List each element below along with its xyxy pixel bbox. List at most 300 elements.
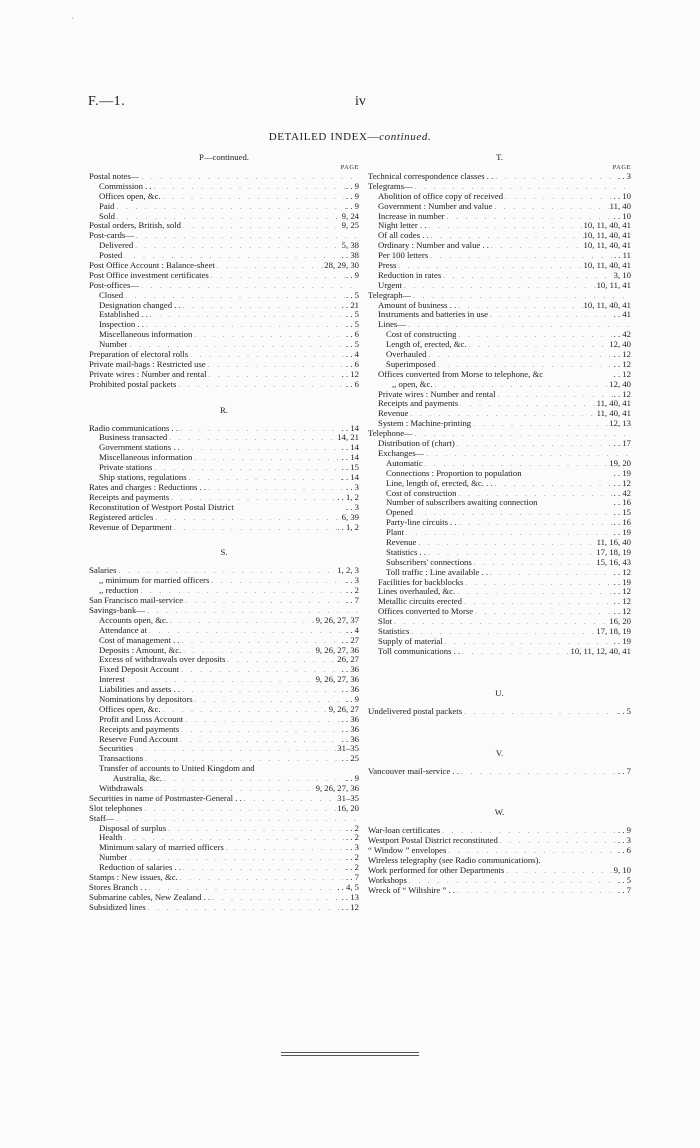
entry-page-ref: 31–35 bbox=[337, 743, 359, 754]
spacer bbox=[368, 792, 631, 808]
leader-dots bbox=[503, 193, 614, 203]
entry-label: Radio communications . . bbox=[89, 423, 179, 433]
entry-label: Plant bbox=[386, 528, 404, 538]
index-entry bbox=[89, 705, 359, 715]
entry-label: Number bbox=[99, 853, 128, 863]
entry-label: Profit and Loss Account bbox=[99, 714, 184, 724]
entry-page-ref: . . 12 bbox=[613, 566, 631, 577]
entry-page-ref: . . 9 bbox=[345, 693, 359, 704]
entry-label: Health bbox=[99, 833, 123, 843]
entry-label: Amount of business . . bbox=[378, 300, 457, 310]
index-entry bbox=[89, 863, 359, 873]
index-entry bbox=[368, 607, 631, 617]
index-entry bbox=[89, 301, 359, 311]
entry-page-ref: . . 5 bbox=[345, 339, 359, 350]
index-entry bbox=[368, 558, 631, 568]
leader-dots bbox=[179, 726, 342, 736]
entry-page-ref: . . 6 bbox=[617, 845, 631, 856]
index-entry bbox=[368, 202, 631, 212]
entry-label: Wireless telegraphy (see Radio communications). bbox=[368, 856, 541, 866]
entry-page-ref: . . 3 bbox=[617, 171, 631, 181]
entry-label: Nominations by depositors bbox=[99, 694, 193, 704]
index-entry bbox=[368, 360, 631, 370]
leader-dots bbox=[161, 193, 346, 203]
index-entry bbox=[368, 429, 631, 439]
index-entry bbox=[89, 231, 359, 241]
entry-page-ref: . . 5 bbox=[345, 309, 359, 320]
page-column-label: PAGE bbox=[340, 164, 359, 171]
entry-page-ref: . . 11 bbox=[613, 250, 631, 261]
index-entry bbox=[89, 735, 359, 745]
entry-label: Ordinary : Number and value . . bbox=[378, 241, 489, 251]
entry-page-ref: . . 9 bbox=[345, 180, 359, 191]
entry-label: Interest bbox=[99, 675, 126, 685]
entry-label: Miscellaneous information bbox=[99, 453, 193, 463]
entry-label: Superimposed bbox=[386, 359, 436, 369]
entry-page-ref: . . 19 bbox=[613, 467, 631, 478]
entry-label: Telephone— bbox=[368, 429, 413, 439]
index-entry bbox=[368, 597, 631, 607]
title-main: DETAILED INDEX— bbox=[268, 131, 380, 143]
spacer bbox=[368, 673, 631, 689]
entry-page-ref: . . 6 bbox=[345, 358, 359, 369]
entry-page-ref: 9, 25 bbox=[341, 220, 359, 231]
leader-dots bbox=[114, 203, 346, 213]
entry-label: Press bbox=[378, 261, 397, 271]
index-entry bbox=[89, 483, 359, 493]
index-entry bbox=[89, 212, 359, 222]
index-entry bbox=[368, 836, 631, 846]
entry-label: Wreck of “ Wiltshire ” . . bbox=[368, 885, 455, 895]
leader-dots bbox=[134, 232, 359, 242]
entry-page-ref: 9, 26, 27, 36 bbox=[315, 674, 359, 685]
spacer bbox=[368, 733, 631, 749]
spacer bbox=[89, 416, 359, 424]
entry-label: Savings-bank— bbox=[89, 605, 145, 615]
entry-label: Minimum salary of married officers bbox=[99, 843, 224, 853]
leader-dots bbox=[193, 696, 346, 706]
spacer bbox=[89, 390, 359, 406]
entry-label: Facilities for backblocks bbox=[378, 577, 464, 587]
entry-page-ref: . . 36 bbox=[341, 733, 359, 744]
index-entry bbox=[89, 310, 359, 320]
entry-label: Prohibited postal packets bbox=[89, 379, 177, 389]
leader-dots bbox=[424, 450, 631, 460]
leader-dots bbox=[225, 656, 337, 666]
entry-label: Disposal of surplus bbox=[99, 823, 167, 833]
index-entry bbox=[368, 508, 631, 518]
entry-page-ref: 10, 11, 40, 41 bbox=[583, 260, 631, 271]
index-entry bbox=[89, 843, 359, 853]
entry-label: Lines overhauled, &c. bbox=[378, 587, 456, 597]
entry-label: Telegrams— bbox=[368, 181, 413, 191]
entry-label: Reduction in rates bbox=[378, 270, 442, 280]
entry-page-ref: . . 12 bbox=[613, 606, 631, 617]
leader-dots bbox=[462, 708, 618, 718]
entry-page-ref: 9, 26, 27, 36 bbox=[315, 644, 359, 655]
entry-page-ref: 10, 11, 41 bbox=[596, 279, 631, 290]
entry-label: Subscribers' connections bbox=[386, 557, 472, 567]
index-entry bbox=[89, 513, 359, 523]
leader-dots bbox=[192, 331, 346, 341]
leader-dots bbox=[504, 867, 613, 877]
index-entry bbox=[368, 876, 631, 886]
index-entry bbox=[368, 390, 631, 400]
leader-dots bbox=[493, 480, 614, 490]
index-entry bbox=[89, 523, 359, 533]
index-entry bbox=[368, 399, 631, 409]
leader-dots bbox=[180, 686, 342, 696]
entry-page-ref: 26, 27 bbox=[337, 654, 359, 665]
entry-page-ref: . . 42 bbox=[613, 487, 631, 498]
index-entry bbox=[368, 172, 631, 182]
leader-dots bbox=[441, 272, 613, 282]
index-entry bbox=[368, 518, 631, 528]
index-entry bbox=[89, 241, 359, 251]
index-entry bbox=[89, 784, 359, 794]
entry-label: Receipts and payments bbox=[89, 492, 170, 502]
index-entry bbox=[89, 261, 359, 271]
entry-label: Party-line circuits . . bbox=[386, 518, 457, 528]
leader-dots bbox=[178, 425, 342, 435]
entry-page-ref: 5, 38 bbox=[341, 240, 359, 251]
index-entry bbox=[89, 443, 359, 453]
entry-page-ref: . . 5 bbox=[345, 289, 359, 300]
entry-label: Statistics bbox=[378, 626, 410, 636]
entry-label: Closed bbox=[99, 290, 124, 300]
entry-label: Toll traffic : Line available . . bbox=[386, 567, 488, 577]
entry-page-ref: . . 7 bbox=[345, 872, 359, 882]
entry-label: ,, reduction bbox=[99, 586, 139, 596]
entry-page-ref: . . 5 bbox=[617, 874, 631, 885]
entry-label: Line, length of, erected, &c. . . bbox=[386, 478, 493, 488]
entry-page-ref: . . 12 bbox=[341, 368, 359, 379]
entry-label: Attendance at bbox=[99, 625, 147, 635]
index-entry bbox=[368, 767, 631, 777]
spacer bbox=[368, 759, 631, 767]
entry-page-ref: . . 15 bbox=[341, 462, 359, 473]
index-entry bbox=[368, 469, 631, 479]
leader-dots bbox=[181, 302, 342, 312]
index-entry bbox=[368, 301, 631, 311]
entry-page-ref: . . 12 bbox=[613, 368, 631, 379]
index-entry bbox=[368, 846, 631, 856]
index-entry bbox=[368, 587, 631, 597]
index-entry bbox=[89, 675, 359, 685]
entry-label: Paid bbox=[99, 201, 115, 211]
entry-page-ref: 15, 16, 43 bbox=[596, 556, 631, 567]
entry-label: Urgent bbox=[378, 280, 402, 290]
entry-label: Postal notes— bbox=[89, 172, 140, 181]
entry-page-ref: 10, 11, 40, 41 bbox=[583, 230, 631, 241]
leader-dots bbox=[471, 420, 609, 430]
leader-dots bbox=[206, 361, 346, 371]
entry-label: Transfer of accounts to United Kingdom and bbox=[99, 764, 255, 774]
entry-label: Securities in name of Postmaster-General . . bbox=[89, 793, 242, 803]
leader-dots bbox=[168, 617, 316, 627]
page-number: iv bbox=[355, 94, 366, 109]
title-continued: continued. bbox=[379, 131, 432, 143]
entry-page-ref: . . 1, 2 bbox=[337, 491, 359, 502]
index-entry bbox=[89, 833, 359, 843]
entry-label: Private wires : Number and rental bbox=[89, 369, 207, 379]
leader-dots bbox=[181, 864, 346, 874]
entry-label: Post Office investment certificates bbox=[89, 270, 209, 280]
entry-label: Designation changed . . bbox=[99, 300, 181, 310]
entry-page-ref: . . 41 bbox=[613, 309, 631, 320]
spacer bbox=[368, 699, 631, 707]
bottom-rule bbox=[281, 1052, 419, 1053]
index-entry bbox=[89, 380, 359, 390]
index-entry bbox=[368, 826, 631, 836]
leader-dots bbox=[161, 706, 329, 716]
index-entry bbox=[89, 182, 359, 192]
entry-page-ref: . . 14 bbox=[341, 442, 359, 453]
entry-label: Offices converted from Morse to telephone, &c bbox=[378, 369, 544, 379]
entry-page-ref: 31–35 bbox=[337, 792, 359, 803]
entry-label: Number bbox=[99, 340, 128, 350]
index-entry bbox=[89, 715, 359, 725]
leader-dots bbox=[456, 331, 613, 341]
entry-label: Metallic circuits erected bbox=[378, 597, 462, 607]
entry-label: Receipts and payments bbox=[378, 399, 459, 409]
entry-page-ref: . . 4 bbox=[345, 349, 359, 360]
entry-page-ref: . . 36 bbox=[341, 684, 359, 695]
entry-label: Posted bbox=[99, 251, 123, 261]
leader-dots bbox=[472, 559, 596, 569]
leader-dots bbox=[180, 444, 342, 454]
index-entry bbox=[368, 350, 631, 360]
entry-page-ref: 11, 40 bbox=[609, 200, 631, 211]
entry-page-ref: 10, 11, 12, 40, 41 bbox=[570, 645, 631, 656]
entry-page-ref: . . 27 bbox=[341, 634, 359, 645]
entry-page-ref: . . 12 bbox=[613, 596, 631, 607]
entry-label: San Francisco mail-service bbox=[89, 596, 184, 606]
index-entry bbox=[89, 291, 359, 301]
entry-label: Business transacted bbox=[99, 433, 168, 443]
leader-dots bbox=[166, 825, 346, 835]
leader-dots bbox=[427, 222, 584, 232]
page-column-label: PAGE bbox=[612, 164, 631, 171]
entry-page-ref: . . 15 bbox=[613, 507, 631, 518]
entry-label: Staff— bbox=[89, 813, 115, 823]
index-entry bbox=[89, 424, 359, 434]
leader-dots bbox=[183, 716, 341, 726]
entry-page-ref: 17, 18, 19 bbox=[596, 546, 631, 557]
entry-label: Receipts and payments bbox=[99, 724, 180, 734]
leader-dots bbox=[133, 745, 337, 755]
leader-dots bbox=[473, 608, 613, 618]
leader-dots bbox=[416, 539, 596, 549]
index-entry bbox=[368, 489, 631, 499]
entry-label: Stamps : New issues, &c. bbox=[89, 873, 178, 882]
entry-page-ref: . . 7 bbox=[617, 884, 631, 895]
spacer bbox=[368, 657, 631, 673]
leader-dots bbox=[463, 579, 613, 589]
index-entry bbox=[368, 281, 631, 291]
entry-label: Of all codes . . bbox=[378, 231, 429, 241]
entry-page-ref: . . 5 bbox=[345, 319, 359, 330]
index-entry bbox=[89, 853, 359, 863]
leader-dots bbox=[167, 434, 337, 444]
section-heading: R. bbox=[220, 404, 228, 415]
leader-dots bbox=[209, 272, 346, 282]
index-entry bbox=[368, 449, 631, 459]
entry-label: Submarine cables, New Zealand . . bbox=[89, 892, 211, 902]
entry-page-ref: . . 21 bbox=[341, 299, 359, 310]
index-entry bbox=[368, 459, 631, 469]
index-entry bbox=[368, 241, 631, 251]
bottom-rule bbox=[281, 1055, 419, 1056]
entry-page-ref: 16, 20 bbox=[609, 616, 631, 627]
index-entry bbox=[89, 646, 359, 656]
index-entry bbox=[368, 370, 631, 380]
leader-dots bbox=[152, 183, 346, 193]
index-entry bbox=[89, 873, 359, 883]
entry-page-ref: . . 12 bbox=[613, 388, 631, 399]
entry-label: Commission . . bbox=[99, 181, 152, 191]
section-heading: S. bbox=[220, 547, 228, 558]
leader-dots bbox=[427, 351, 614, 361]
entry-label: Revenue of Department bbox=[89, 522, 172, 532]
entry-label: Exchanges— bbox=[378, 448, 425, 458]
index-entry bbox=[89, 883, 359, 893]
index-entry bbox=[89, 725, 359, 735]
entry-label: Inspection . . bbox=[99, 320, 144, 330]
entry-label: Cost of construction bbox=[386, 488, 457, 498]
leader-dots bbox=[242, 795, 338, 805]
index-entry bbox=[368, 439, 631, 449]
index-entry bbox=[368, 548, 631, 558]
index-entry bbox=[368, 330, 631, 340]
entry-page-ref: . . 3 bbox=[617, 835, 631, 846]
entry-label: Australia, &c. bbox=[113, 774, 162, 784]
index-entry bbox=[89, 493, 359, 503]
entry-label: Subsidized lines bbox=[89, 902, 146, 912]
index-entry bbox=[89, 566, 359, 576]
entry-label: Statistics . . bbox=[386, 547, 427, 557]
index-entry bbox=[89, 655, 359, 665]
entry-label: Deposits : Amount, &c. bbox=[99, 645, 182, 655]
entry-page-ref: 6, 39 bbox=[341, 511, 359, 522]
index-right-column bbox=[368, 153, 631, 896]
index-entry bbox=[89, 202, 359, 212]
index-entry bbox=[368, 647, 631, 657]
spacer bbox=[89, 532, 359, 548]
entry-page-ref: . . 14 bbox=[341, 422, 359, 433]
entry-page-ref: . . 19 bbox=[613, 527, 631, 538]
entry-label: Night letter . . bbox=[378, 221, 427, 231]
entry-page-ref: . . 12 bbox=[613, 349, 631, 360]
index-entry bbox=[89, 903, 359, 913]
entry-label: Revenue bbox=[378, 409, 409, 419]
entry-page-ref: 12, 40 bbox=[609, 339, 631, 350]
index-entry bbox=[368, 498, 631, 508]
leader-dots bbox=[215, 262, 324, 272]
index-entry bbox=[89, 463, 359, 473]
entry-label: Vancouver mail-service . . bbox=[368, 766, 459, 776]
entry-label: Slot telephones bbox=[89, 803, 143, 813]
entry-page-ref: . . 13 bbox=[341, 891, 359, 902]
leader-dots bbox=[148, 311, 346, 321]
entry-page-ref: . . 2 bbox=[345, 862, 359, 873]
entry-page-ref: . . 7 bbox=[617, 765, 631, 776]
entry-label: Liabilities and assets . . bbox=[99, 685, 181, 695]
entry-label: Delivered bbox=[99, 241, 134, 251]
leader-dots bbox=[455, 440, 614, 450]
index-entry bbox=[89, 804, 359, 814]
leader-dots bbox=[488, 311, 614, 321]
entry-label: Per 100 letters bbox=[378, 251, 429, 261]
index-entry bbox=[89, 271, 359, 281]
index-entry bbox=[368, 866, 631, 876]
entry-label: Connections : Proportion to population bbox=[386, 468, 522, 478]
leader-dots bbox=[455, 588, 613, 598]
entry-page-ref: . . 9 bbox=[345, 200, 359, 211]
index-entry bbox=[89, 350, 359, 360]
leader-dots bbox=[488, 569, 614, 579]
leader-dots bbox=[462, 598, 614, 608]
index-entry bbox=[89, 453, 359, 463]
entry-label: Slot bbox=[378, 617, 393, 627]
entry-page-ref: 9, 26, 27 bbox=[328, 703, 359, 714]
entry-label: Work performed for other Departments bbox=[368, 865, 505, 875]
entry-page-ref: . . 4, 5 bbox=[337, 881, 359, 892]
entry-page-ref: . . 3 bbox=[345, 842, 359, 853]
leader-dots bbox=[142, 805, 337, 815]
entry-page-ref: . . 12 bbox=[613, 358, 631, 369]
spacer bbox=[368, 818, 631, 826]
section-heading: W. bbox=[494, 807, 505, 818]
index-entry bbox=[368, 310, 631, 320]
entry-page-ref: 9, 10 bbox=[613, 864, 631, 875]
entry-label: Offices open, &c. bbox=[99, 704, 161, 714]
section-heading: U. bbox=[495, 687, 504, 698]
entry-label: Overhauled bbox=[386, 350, 427, 360]
entry-page-ref: . . 9 bbox=[345, 773, 359, 784]
index-entry bbox=[89, 596, 359, 606]
entry-page-ref: . . 38 bbox=[341, 250, 359, 261]
entry-page-ref: . . 4 bbox=[345, 624, 359, 635]
entry-page-ref: . . 12 bbox=[613, 586, 631, 597]
entry-label: Rates and charges : Reductions . . bbox=[89, 482, 207, 492]
entry-page-ref: . . 14 bbox=[341, 452, 359, 463]
scan-mark: ' bbox=[72, 16, 74, 25]
entry-label: Cost of management . . bbox=[99, 635, 180, 645]
entry-label: Undelivered postal packets bbox=[368, 706, 463, 716]
index-entry bbox=[89, 281, 359, 291]
entry-page-ref: 10, 11, 40, 41 bbox=[583, 240, 631, 251]
entry-page-ref: 11, 40, 41 bbox=[596, 408, 631, 419]
entry-page-ref: . . 2 bbox=[345, 852, 359, 863]
entry-label: “ Window ” envelopes bbox=[368, 846, 447, 856]
entry-page-ref: . . 36 bbox=[341, 664, 359, 675]
entry-page-ref: . . 12 bbox=[341, 901, 359, 912]
entry-page-ref: 11, 40, 41 bbox=[596, 398, 631, 409]
index-entry bbox=[368, 707, 631, 717]
index-entry bbox=[89, 503, 359, 513]
leader-dots bbox=[178, 736, 341, 746]
entry-page-ref: . . 17 bbox=[613, 438, 631, 449]
index-entry bbox=[89, 172, 359, 182]
entry-label: Post-cards— bbox=[89, 231, 134, 241]
entry-label: Technical correspondence classes . . bbox=[368, 172, 494, 181]
leader-dots bbox=[146, 904, 342, 914]
report-code: F.—1. bbox=[88, 94, 126, 109]
index-entry bbox=[89, 814, 359, 824]
entry-page-ref: 11, 16, 40 bbox=[596, 536, 631, 547]
index-entry bbox=[89, 360, 359, 370]
